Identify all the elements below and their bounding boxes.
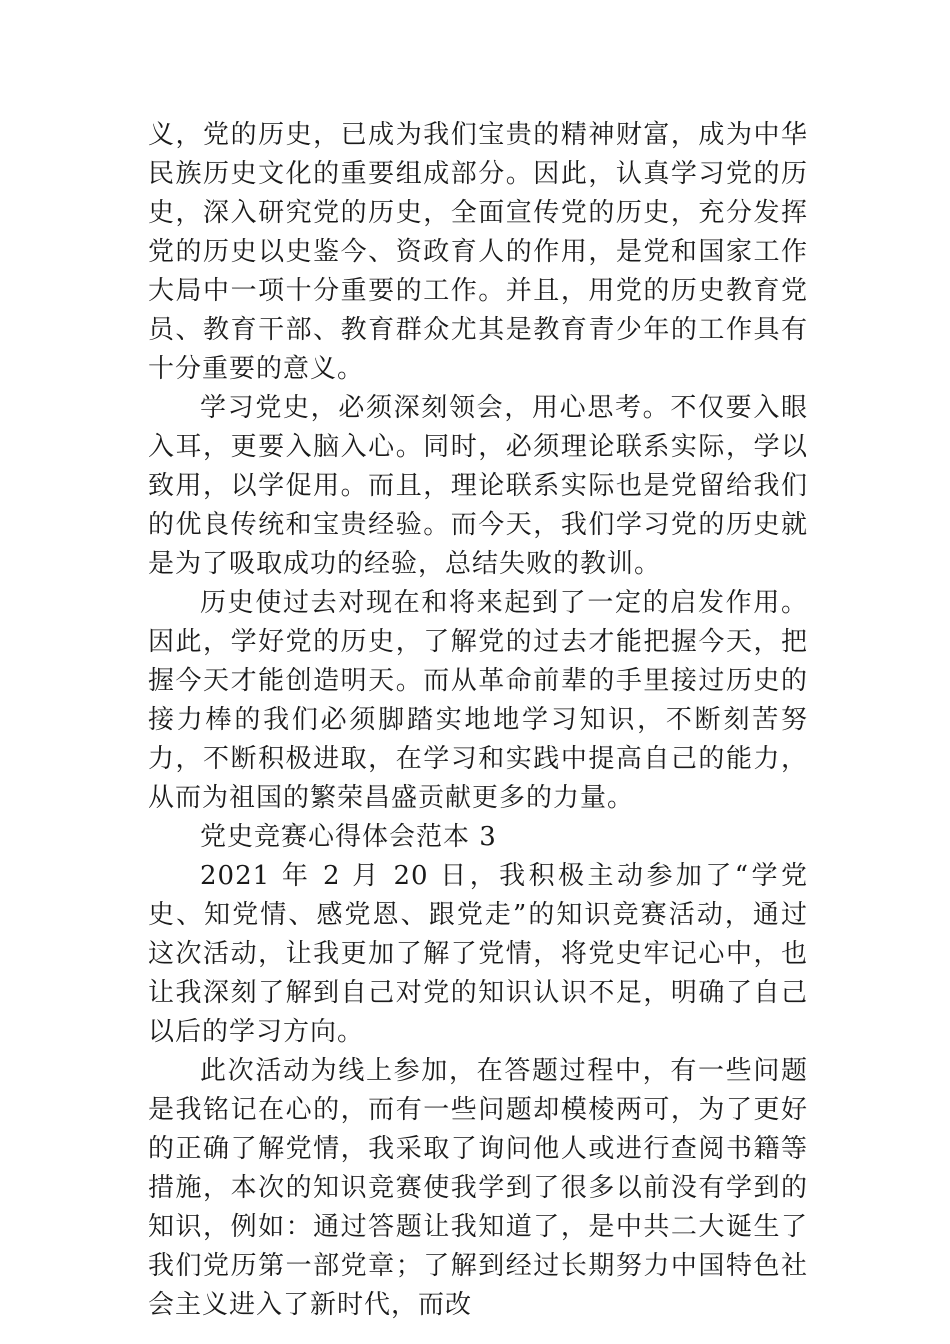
paragraph-history-inspiration: 历史使过去对现在和将来起到了一定的启发作用。因此，学好党的历史，了解党的过去才能把握今天，把握今天才能创造明天。而从革命前辈的手里接过历史的接力棒的我们必须脚踏实地地学习知识，不断刻苦努力，不断积极进取，在学习和实践中提高自己的能力，从而为祖国的繁荣昌盛贡献更多的力量。 (148, 588, 808, 813)
paragraph-continued: 义，党的历史，已成为我们宝贵的精神财富，成为中华民族历史文化的重要组成部分。因此，认真学习党的历史，深入研究党的历史，全面宣传党的历史，充分发挥党的历史以史鉴今、资政育人的作用，是党和国家工作大局中一项十分重要的工作。并且，用党的历史教育党员、教育干部、教育群众尤其是教育青少年的工作具有十分重要的意义。 (148, 120, 808, 384)
paragraph-study-party-history: 学习党史，必须深刻领会，用心思考。不仅要入眼入耳，更要入脑入心。同时，必须理论联系实际，学以致用，以学促用。而且，理论联系实际也是党留给我们的优良传统和宝贵经验。而今天，我们学习党的历史就是为了吸取成功的经验，总结失败的教训。 (148, 393, 808, 579)
document-body (148, 116, 808, 1325)
paragraph-online-activity: 此次活动为线上参加，在答题过程中，有一些问题是我铭记在心的，而有一些问题却模棱两可，为了更好的正确了解党情，我采取了询问他人或进行查阅书籍等措施，本次的知识竞赛使我学到了很多以前没有学到的知识，例如：通过答题让我知道了，是中共二大诞生了我们党历第一部党章；了解到经过长期努力中国特色社会主义进入了新时代，而改 (148, 1056, 808, 1320)
paragraph-competition-participation: 2021 年 2 月 20 日，我积极主动参加了“学党史、知党情、感党恩、跟党走”的知识竞赛活动，通过这次活动，让我更加了解了党情，将党史牢记心中，也让我深刻了解到自己对党的知识认识不足，明确了自己以后的学习方向。 (148, 861, 808, 1047)
section-heading: 党史竞赛心得体会范本 3 (200, 822, 497, 852)
